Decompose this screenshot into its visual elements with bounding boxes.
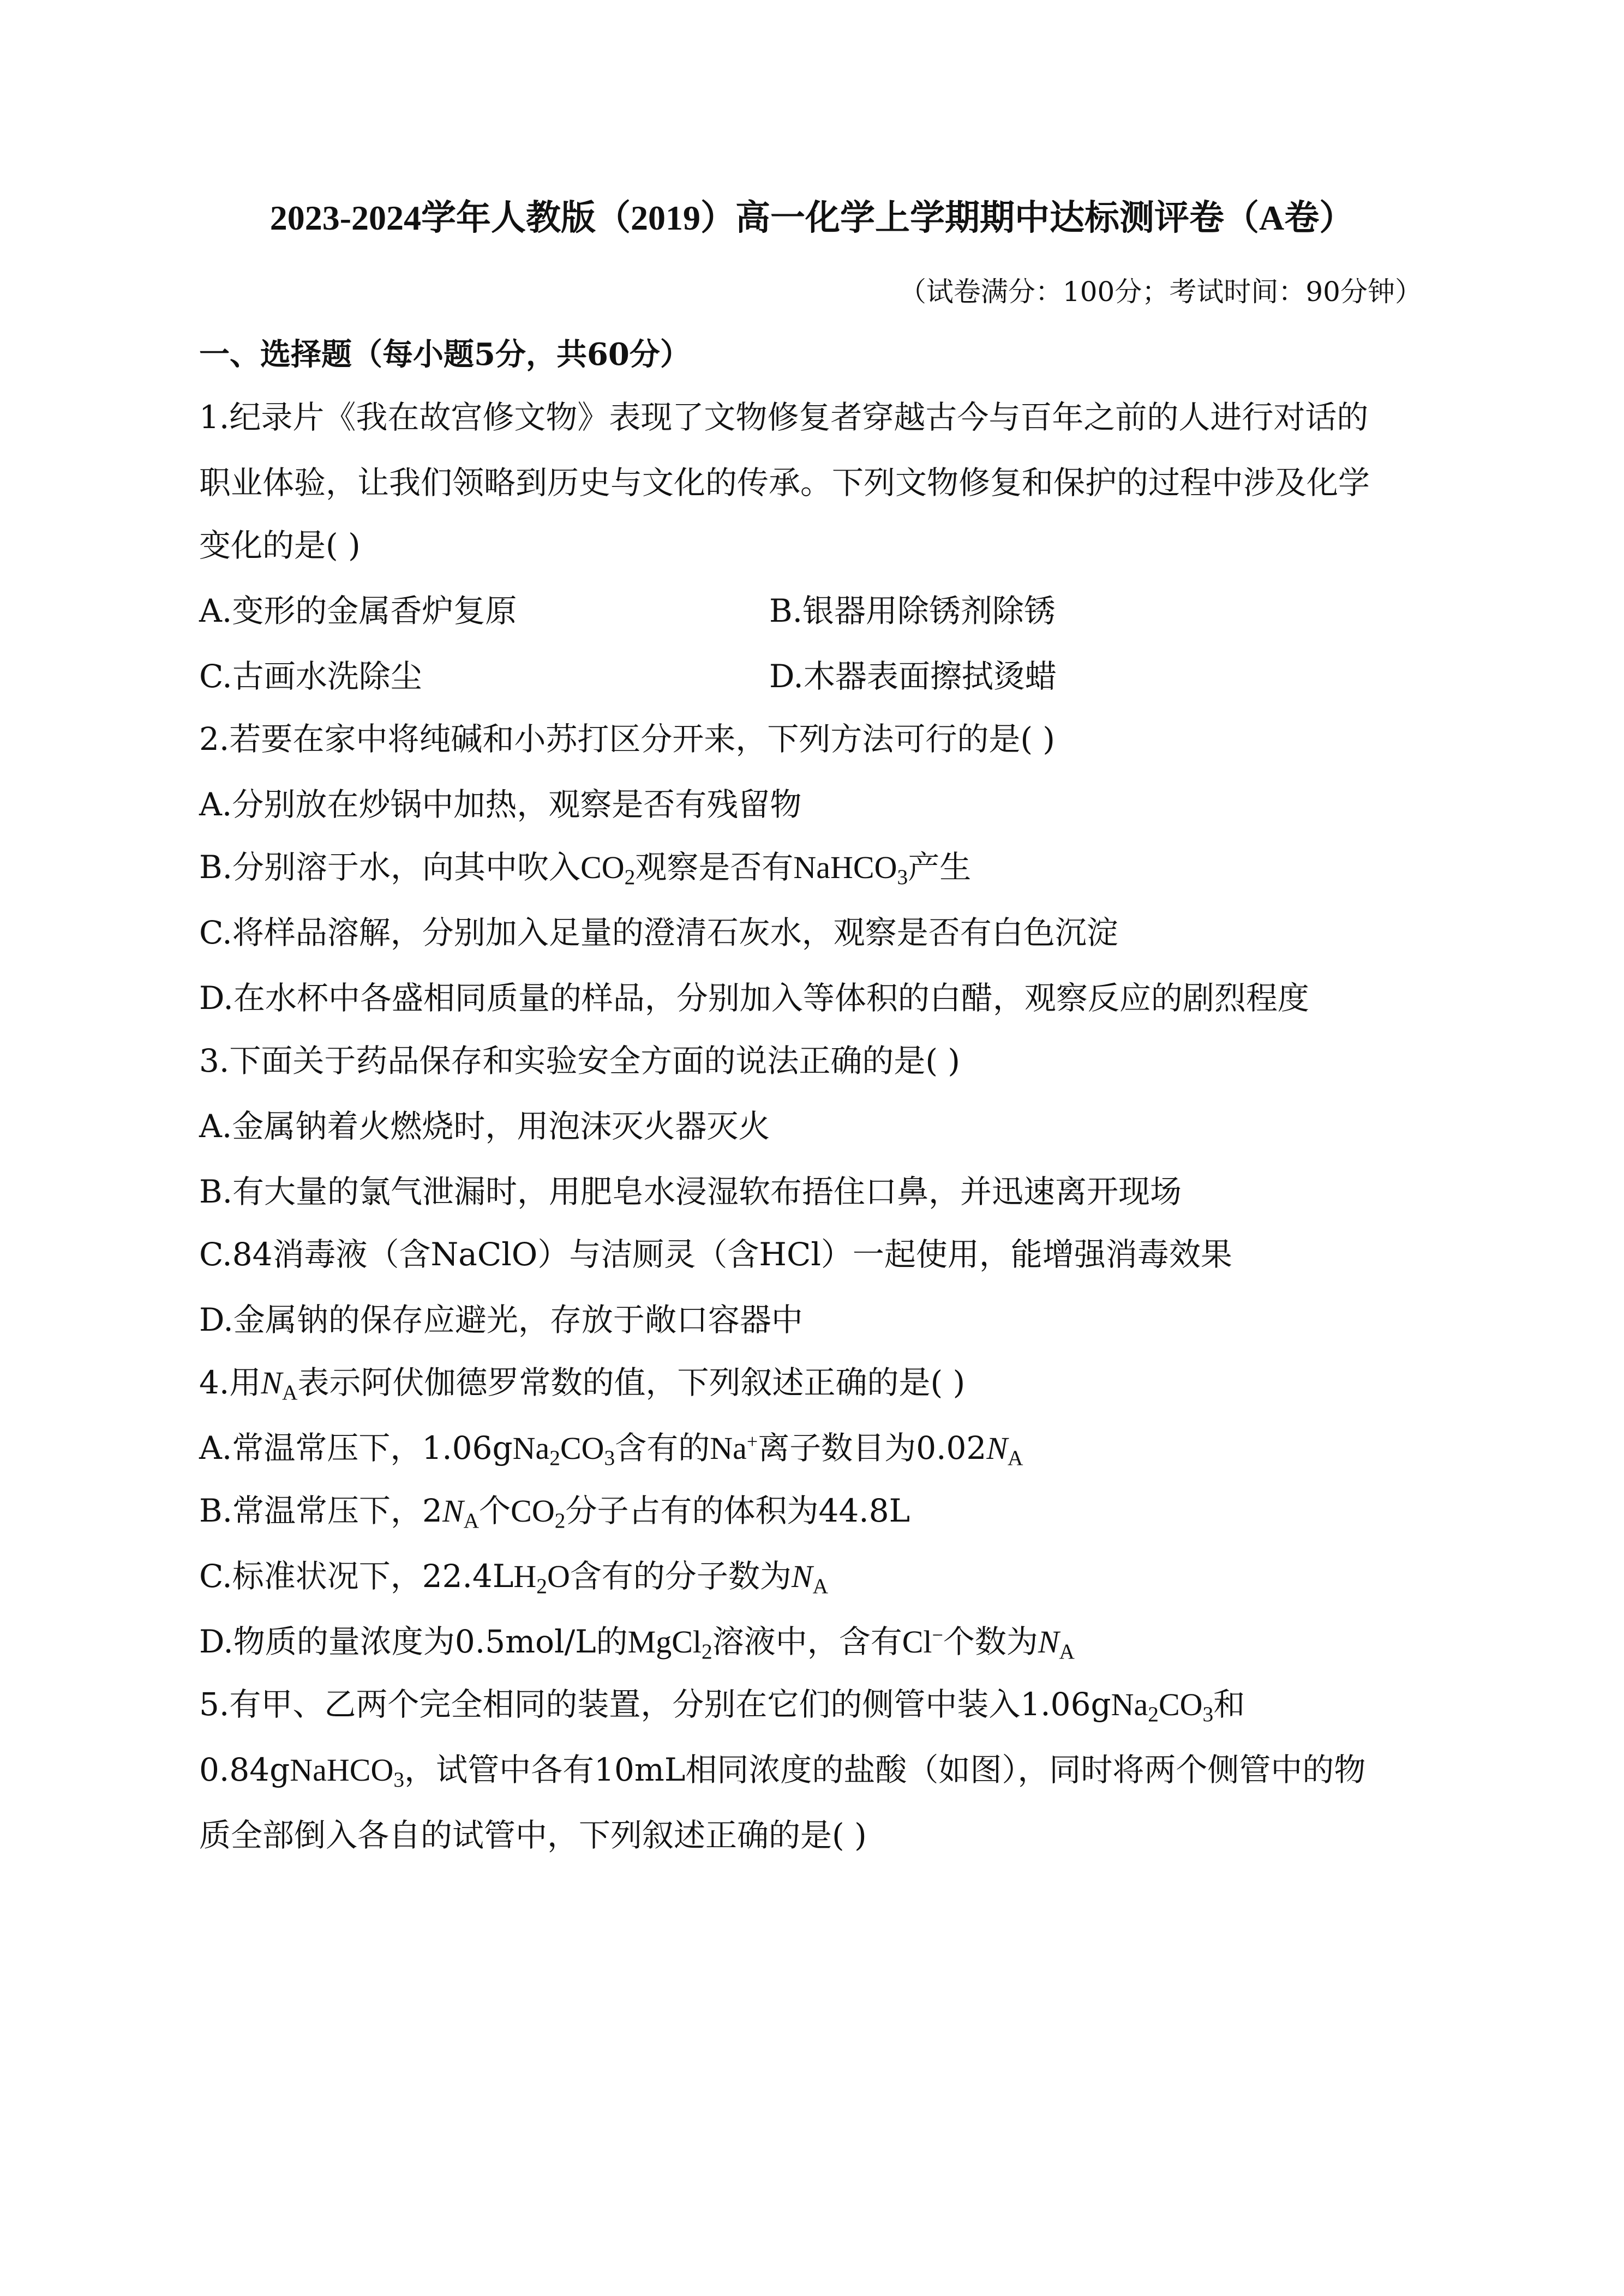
q1-stem-line3: 变化的是( ) xyxy=(199,527,361,564)
q3-option-b: B.有大量的氯气泄漏时，用肥皂水浸湿软布捂住口鼻，并迅速离开现场 xyxy=(199,1173,1182,1210)
q4-option-b: B.常温常压下，$2N_A$个$CO_2$分子占有的体积为44.8L xyxy=(199,1492,910,1533)
q2-option-d: D.在水杯中各盛相同质量的样品，分别加入等体积的白醋，观察反应的剧烈程度 xyxy=(199,979,1309,1017)
q3-stem: 3.下面关于药品保存和实验安全方面的说法正确的是( ) xyxy=(199,1042,961,1079)
q2-option-a: A.分别放在炒锅中加热，观察是否有残留物 xyxy=(199,786,802,823)
q5-stem-line2: 0.84gNaHCO$_3$，试管中各有10mL相同浓度的盐酸（如图），同时将两个侧管中的物 xyxy=(199,1751,1366,1792)
q2-option-c: C.将样品溶解，分别加入足量的澄清石灰水，观察是否有白色沉淀 xyxy=(199,914,1118,951)
q3-option-c: C.84消毒液（含NaClO）与洁厕灵（含HCl）一起使用，能增强消毒效果 xyxy=(199,1236,1232,1273)
q1-option-d: D.木器表面擦拭烫蜡 xyxy=(769,658,1057,695)
q1-stem-line2: 职业体验，让我们领略到历史与文化的传承。下列文物修复和保护的过程中涉及化学 xyxy=(199,464,1370,501)
q2-stem: 2.若要在家中将纯碱和小苏打区分开来，下列方法可行的是( ) xyxy=(199,720,1056,758)
q4-stem: 4.用$N_A$表示阿伏伽德罗常数的值，下列叙述正确的是( ) xyxy=(199,1364,966,1405)
q2-option-b: B.分别溶于水，向其中吹入$CO_2$观察是否有NaHCO$_3$产生 xyxy=(199,849,972,889)
q4-option-c: C.标准状况下，$22.4LH_2O$含有的分子数为$N_A$ xyxy=(199,1558,829,1598)
q5-stem-line3: 质全部倒入各自的试管中，下列叙述正确的是( ) xyxy=(199,1817,867,1854)
q4-option-d: D.物质的量浓度为0.5mol/L的MgCl$_2$溶液中，含有Cl−个数为$N_A$ xyxy=(199,1623,1075,1664)
exam-info: （试卷满分：100分；考试时间：90分钟） xyxy=(898,276,1422,308)
q3-option-a: A.金属钠着火燃烧时，用泡沫灭火器灭火 xyxy=(199,1108,770,1145)
q1-option-c: C.古画水洗除尘 xyxy=(199,658,422,695)
q1-stem-line1: 1.纪录片《我在故宫修文物》表现了文物修复者穿越古今与百年之前的人进行对话的 xyxy=(199,399,1369,436)
page-title: 2023-2024学年人教版（2019）高一化学上学期期中达标测评卷（A卷） xyxy=(269,199,1355,237)
q5-stem-line1: 5.有甲、乙两个完全相同的装置，分别在它们的侧管中装入$1.06gNa_2CO_3$和 xyxy=(199,1686,1245,1727)
q4-option-a: A.常温常压下，$1.06gNa_2CO_3$含有的Na+离子数目为$0.02N_A$ xyxy=(199,1429,1023,1470)
q1-option-b: B.银器用除锈剂除锈 xyxy=(769,592,1056,629)
q1-option-a: A.变形的金属香炉复原 xyxy=(199,592,517,629)
q3-option-d: D.金属钠的保存应避光，存放于敞口容器中 xyxy=(199,1301,803,1338)
section-title: 一、选择题（每小题5分，共60分） xyxy=(199,336,691,372)
